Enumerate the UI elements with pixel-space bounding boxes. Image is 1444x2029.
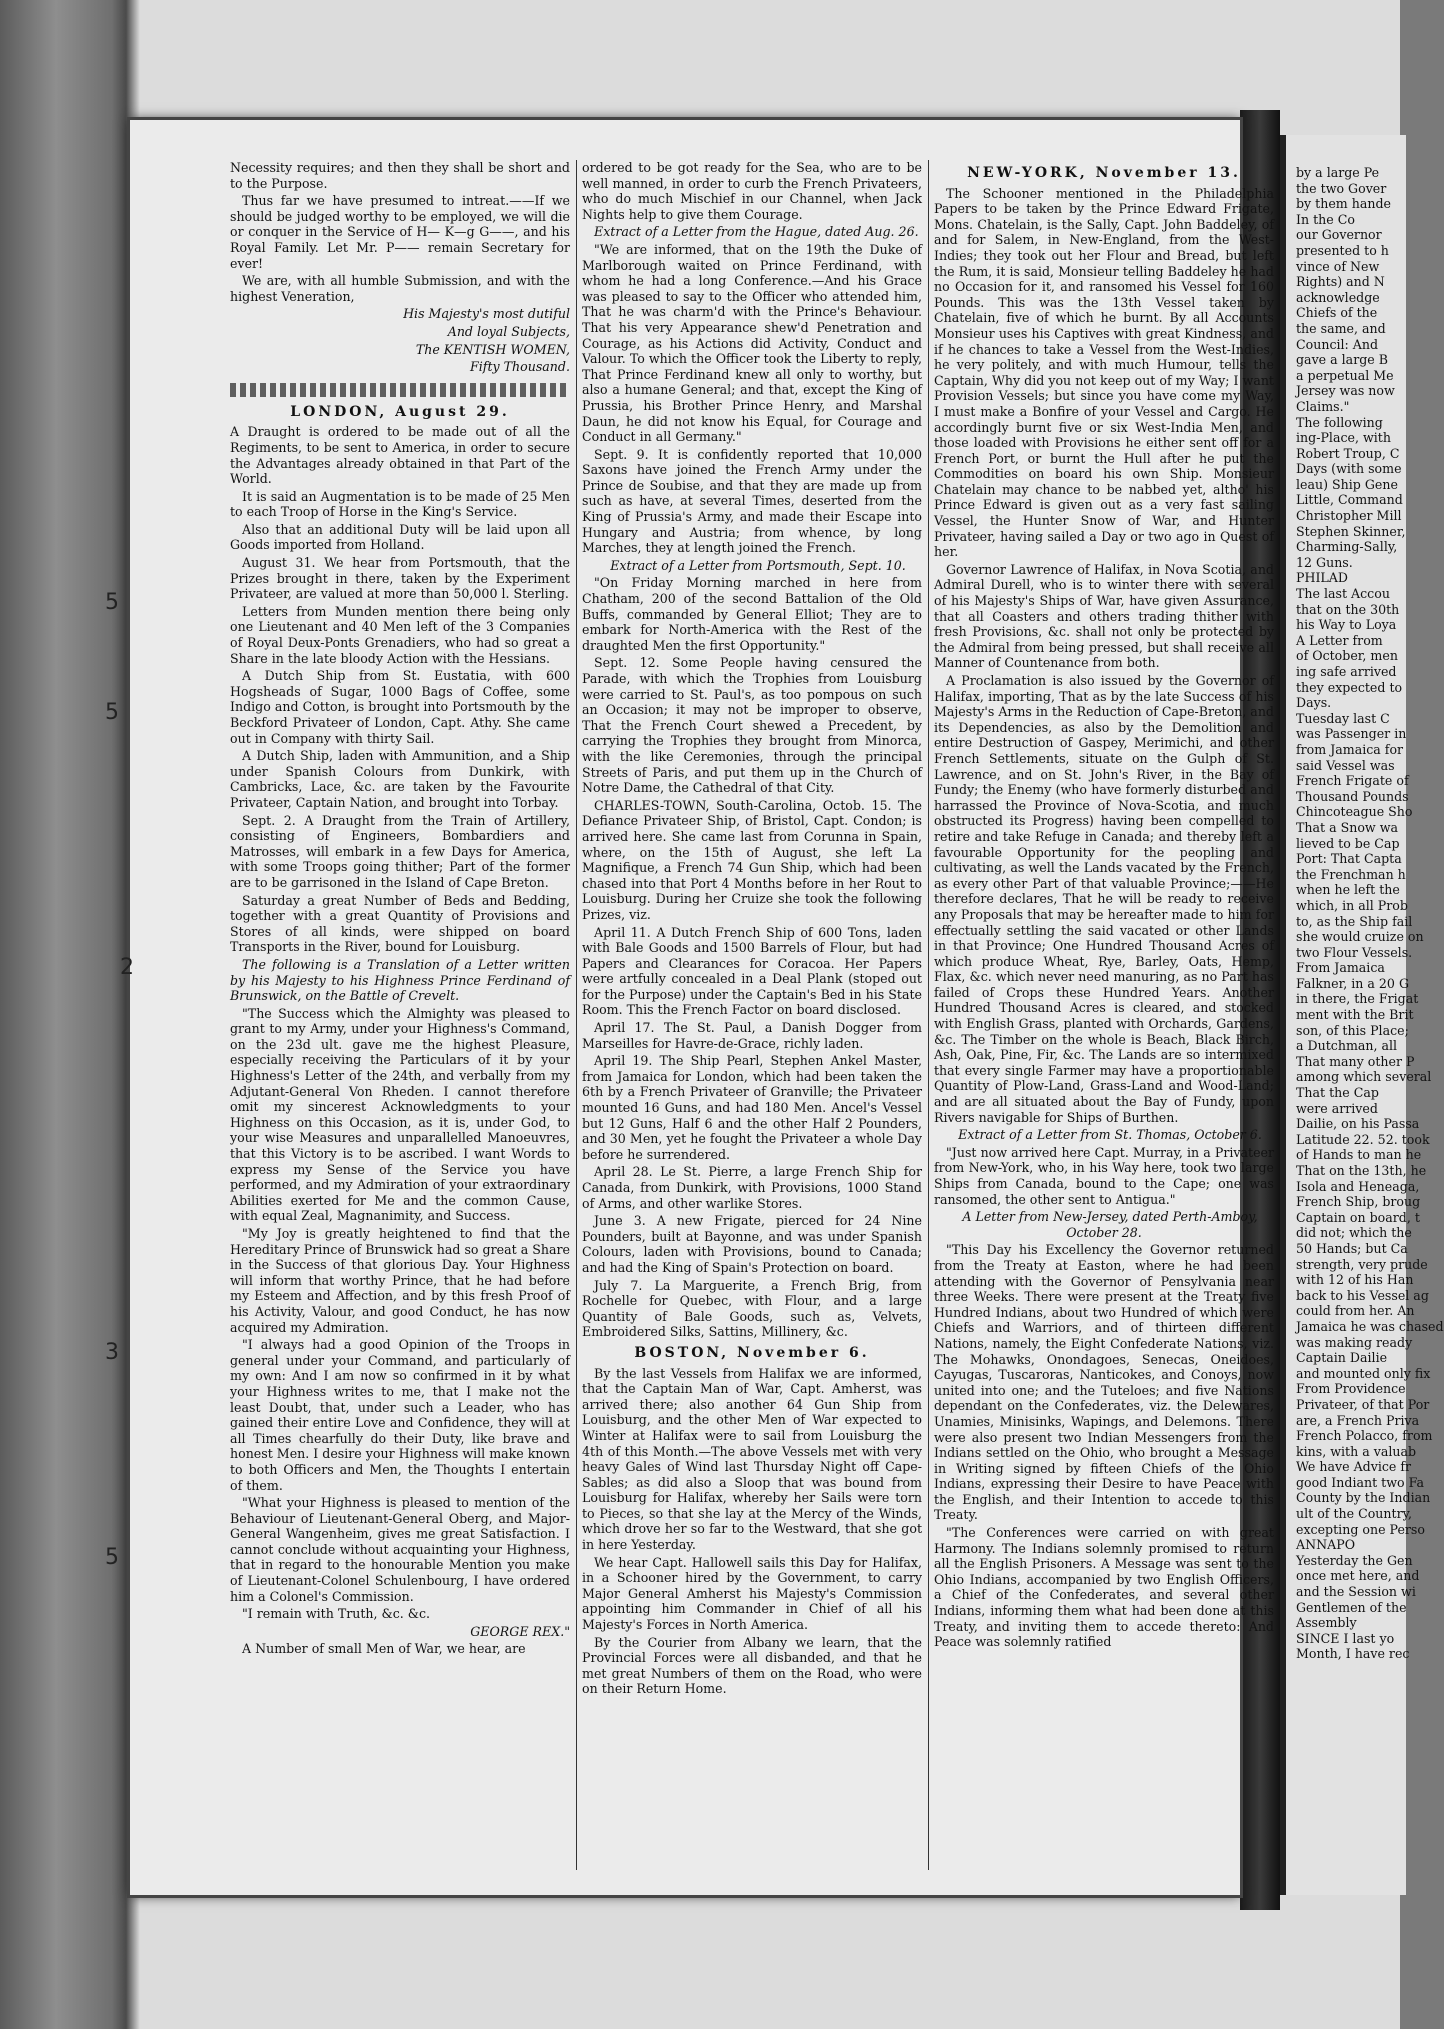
facing-page-line: ANNAPO: [1296, 1537, 1356, 1553]
paragraph: It is said an Augmentation is to be made of 25 Men to each Troop of Horse in the King's Service.: [230, 488, 570, 520]
facing-page-line: of October, men: [1296, 648, 1398, 664]
facing-page-line: was Passenger in: [1296, 726, 1407, 742]
closing-line: And loyal Subjects,: [447, 323, 570, 339]
paragraph: Thus far we have presumed to intreat.——If we should be judged worthy to be employed, we will die or conquer in the Service of H— K—g G——, and his Royal Family. Let Mr. P—— remain Secretary for ever!: [230, 193, 570, 271]
facing-page-line: In the Co: [1296, 211, 1355, 227]
paragraph: Extract of a Letter from St. Thomas, October 6.: [958, 1127, 1262, 1143]
facing-page-line: The following: [1296, 414, 1383, 430]
facing-page-line: she would cruize on: [1296, 929, 1424, 945]
paragraph: April 19. The Ship Pearl, Stephen Ankel Master, from Jamaica for London, which had been taken the 6th by a French Privateer of Granville; the Privateer mounted 16 Guns, and had 180 Men. Ancel's Vessel but 12 Guns, Half 6 and the other Half 2 Pounders, and 30 Men, yet he fought the Privateer a whole Day before he surrendered.: [582, 1053, 922, 1162]
facing-page-line: the two Gover: [1296, 180, 1387, 196]
paragraph: Sept. 12. Some People having censured the Parade, with which the Trophies from Louisburg were carried to St. Paul's, as too pompous on such an Occasion; it may not be improper to observe, That the French Court shewed a Precedent, by carrying the Trophies they brought from Minorca, with the like Ceremonies, through the principal Streets of Paris, and put them up in the Church of Notre Dame, the Cathedral of that City.: [582, 655, 922, 796]
facing-page-line: ment with the Brit: [1296, 1007, 1414, 1023]
facing-page-line: Assembly: [1296, 1615, 1357, 1631]
facing-page-line: back to his Vessel ag: [1296, 1287, 1429, 1303]
paragraph: ordered to be got ready for the Sea, who are to be well manned, in order to curb the French Privateers, who do much Mischief in our Channel, when Jack Nights help to give them Courage.: [582, 160, 922, 222]
boston-heading: BOSTON, November 6.: [634, 1344, 870, 1361]
closing-line: The KENTISH WOMEN,: [415, 341, 570, 357]
column-rule: [576, 160, 577, 1870]
facing-page-line: the same, and: [1296, 320, 1386, 336]
facing-page-line: That many other P: [1296, 1053, 1415, 1069]
paragraph: "Just now arrived here Capt. Murray, in a Privateer from New-York, who, in his Way here, took two large Ships from Canada, bound to the Cape; one was ransomed, the other sent to Antigua.": [934, 1144, 1274, 1207]
facing-page-line: and the Session wi: [1296, 1584, 1416, 1600]
facing-page-line: Captain on board, t: [1296, 1209, 1420, 1225]
paragraph: "We are informed, that on the 19th the Duke of Marlborough waited on Prince Ferdinand, with whom he had a long Conference.—And his Grace was pleased to say to the Officer who attended him, That he was charm'd with the Prince's Behaviour. That his very Appearance shew'd Penetration and Courage, as his Actions did Activity, Conduct and Valour. To which the Officer took the Liberty to reply, That Prince Ferdinand knew all only to worthy, but also a humane General; and that, except the King of Prussia, his Brother Prince Henry, and Marshal Daun, he did not know his Equal, for Courage and Conduct in all Germany.": [582, 241, 922, 445]
facing-page-line: of Hands to man he: [1296, 1147, 1422, 1163]
paragraph: CHARLES-TOWN, South-Carolina, Octob. 15. The Defiance Privateer Ship, of Bristol, Capt. Condon; is arrived here. She came last from Corunna in Spain, where, on the 15th of August, she left La Magnifique, a French 74 Gun Ship, which had been chased into that Port 4 Months before in her Rout to Louisburg. During her Cruize she took the following Prizes, viz.: [582, 797, 922, 922]
facing-page-line: when he left the: [1296, 882, 1400, 898]
margin-number: 3: [105, 1340, 119, 1365]
facing-page-line: a Dutchman, all: [1296, 1038, 1398, 1054]
facing-page-line: From Providence: [1296, 1381, 1406, 1397]
paragraph: "The Success which the Almighty was pleased to grant to my Army, under your Highness's Command, on the 23d ult. gave me the highest Pleasure, especially receiving the Particulars of it by your Highness's Letter of the 24th, and verbally from my Adjutant-General Von Rheden. I cannot therefore omit my sincerest Acknowledgments to your Highness on this Occasion, as it is, under God, to your wise Measures and unparallelled Manoeuvres, that this Victory is to be ascribed. I want Words to express my Sense of the Service you have performed, and my Admiration of your extraordinary Abilities exerted for Me and the common Cause, with equal Zeal, Magnanimity, and Success.: [230, 1005, 570, 1224]
facing-page-line: ing-Place, with: [1296, 430, 1391, 446]
facing-page-line: two Flour Vessels.: [1296, 944, 1413, 960]
paragraph: Sept. 2. A Draught from the Train of Artillery, consisting of Engineers, Bombardiers and Matrosses, will embark in a few Days for America, with some Troops going thither; Part of the former are to be garrisoned in the Island of Cape Breton.: [230, 812, 570, 890]
closing-line: Fifty Thousand.: [470, 359, 570, 375]
facing-page-line: gave a large B: [1296, 352, 1388, 368]
opening-line: Necessity requires; and then they shall be short and to the Purpose.: [230, 160, 570, 191]
margin-number: 5: [105, 590, 119, 615]
facing-page-line: Tuesday last C: [1296, 710, 1390, 726]
facing-page-line: Charming-Sally,: [1296, 539, 1398, 555]
facing-page-line: once met here, and: [1296, 1568, 1420, 1584]
column-rule: [928, 160, 929, 1870]
facing-page-line: Stephen Skinner,: [1296, 523, 1406, 539]
facing-page-line: by them hande: [1296, 196, 1391, 212]
facing-page-line: Port: That Capta: [1296, 851, 1402, 867]
facing-page-line: which, in all Prob: [1296, 897, 1408, 913]
paragraph: "The Conferences were carried on with great Harmony. The Indians solemnly promised to return all the English Prisoners. A Message was sent to the Ohio Indians, accompanied by two English Officers, a Chief of the Confederates, and several other Indians, informing them what had been done at this Treaty, and inviting them to accede thereto: And Peace was solemnly ratified: [934, 1525, 1274, 1650]
paragraph: "I remain with Truth, &c. &c.: [242, 1606, 431, 1622]
facing-page-line: Chincoteague Sho: [1296, 804, 1413, 820]
facing-page-line: they expected to: [1296, 679, 1403, 695]
facing-page-line: From Jamaica: [1296, 960, 1385, 976]
paragraph: Extract of a Letter from Portsmouth, Sept. 10.: [610, 557, 906, 573]
facing-page-line: The last Accou: [1296, 586, 1390, 602]
facing-page-line: Gentlemen of the: [1296, 1599, 1407, 1615]
signature: GEORGE REX.": [470, 1623, 570, 1639]
closing-line: His Majesty's most dutiful: [403, 306, 570, 322]
facing-page-line: Claims.": [1296, 398, 1350, 414]
facing-page-line: presented to h: [1296, 242, 1389, 258]
london-heading: LONDON, August 29.: [290, 403, 510, 420]
column-3: [934, 160, 1274, 1880]
facing-page-line: the Frenchman h: [1296, 866, 1406, 882]
paragraph: A Letter from New-Jersey, dated Perth-Amboy, October 28.: [962, 1209, 1258, 1240]
paragraph: A Number of small Men of War, we hear, are: [242, 1641, 526, 1657]
facing-page-line: said Vessel was: [1296, 757, 1395, 773]
facing-page-line: Latitude 22. 52. took: [1296, 1131, 1430, 1147]
paragraph: "On Friday Morning marched in here from Chatham, 200 of the second Battalion of the Old Buffs, commanded by General Elliot; They are to embark for North-America with the Rest of the draughted Men the first Opportunity.": [582, 575, 922, 653]
facing-page-line: SINCE I last yo: [1296, 1630, 1395, 1646]
paragraph: Saturday a great Number of Beds and Bedding, together with a great Quantity of Provisions and Stores of all kinds, were shipped on board Transports in the River, bound for Louisburg.: [230, 892, 570, 955]
facing-page-line: ing safe arrived: [1296, 664, 1397, 679]
facing-page-line: That a Snow wa: [1296, 819, 1398, 835]
facing-page-line: That on the 13th, he: [1296, 1163, 1427, 1178]
facing-page-line: French Ship, broug: [1296, 1194, 1421, 1210]
facing-page-line: could from her. An: [1296, 1303, 1415, 1319]
facing-page-line: kins, with a valuab: [1296, 1443, 1417, 1459]
facing-page-line: Jersey was now: [1296, 383, 1395, 399]
paragraph: "This Day his Excellency the Governor returned from the Treaty at Easton, where he had been attending with the Governor of Pensylvania near three Weeks. There were present at the Treaty five Hundred Indians, about two Hundred of which were Chiefs and Warriors, and of thirteen different Nations, namely, the Eight Confederate Nations, viz. The Mohawks, Onondagoes, Senecas, Oneidoes, Cayugas, Tuscaroras, Nanticokes, and Conoys, now united into one; and the Tuteloes; and five Nations dependant on the Confederates, viz. the Delewares, Unamies, Minisinks, Wapings, and Delemons. There were also present two Indian Messengers from the Indians settled on the Ohio, who brought a Message in Writing signed by fifteen Chiefs of the Ohio Indians, expressing their Desire to have Peace with the English, and their Intention to accede to this Treaty.: [934, 1242, 1274, 1523]
facing-page-line: lieved to be Cap: [1296, 835, 1400, 851]
paragraph: We hear Capt. Hallowell sails this Day for Halifax, in a Schooner hired by the Government, to carry Major General Amherst his Majesty's Commission appointing him Commander in Chief of all his Majesty's Forces in North America.: [582, 1554, 922, 1633]
facing-page-line: Dailie, on his Passa: [1296, 1116, 1420, 1132]
facing-page-line: We have Advice fr: [1296, 1459, 1412, 1475]
facing-page-line: Robert Troup, C: [1296, 445, 1400, 461]
margin-number: 5: [105, 1545, 119, 1570]
paragraph: A Proclamation is also issued by the Governor of Halifax, importing, That as by the late Success of his Majesty's Arms in the Reduction of Cape-Breton, and its Dependencies, as also by the Demolition and entire Destruction of Gaspey, Merimichi, and other French Settlements, situate on the Gulph of St. Lawrence, and on St. John's River, in the Bay of Fundy; the Enemy (who have formerly disturbed and harrassed the Province of Nova-Scotia, and much obstructed its Progress) having been compelled to retire and take Refuge in Canada; and thereby left a favourable Opportunity for the peopling and cultivating, as well the Lands vacated by the French, as every other Part of that valuable Province;——He therefore declares, That he will be ready to receive any Proposals that may be hereafter made to him for effectually settling the said vacated or other Lands in that Province; One Hundred Thousand Acres of which produce Wheat, Rye, Barley, Oats, Hemp, Flax, &c. which never need manuring, as no Part has failed of Crops these Hundred Years. Another Hundred Thousand Acres is cleared, and stocked with English Grass, planted with Orchards, Gardens, &c. The Timber on the whole is Beach, Black Birch, Ash, Oak, Pine, Fir, &c. The Lands are so intermixed that every single Farmer may have a proportionable Quantity of Plow-Land, Grass-Land and Wood-Land; and are all situated about the Bay of Fundy, upon Rivers navigable for Ships of Burthen.: [934, 673, 1274, 1125]
facing-page-line: acknowledge: [1296, 289, 1380, 305]
facing-page-line: 12 Guns.: [1296, 554, 1353, 570]
facing-page-line: Privateer, of that Por: [1296, 1396, 1430, 1412]
paragraph: Sept. 9. It is confidently reported that 10,000 Saxons have joined the French Army under the Prince de Soubise, and that they are made up from such as have, at several Times, deserted from the King of Prussia's Army, and made their Escape into Hungary and Austria; from whence, by long Marches, they at length joined the French.: [582, 446, 922, 556]
facing-page-line: his Way to Loya: [1296, 617, 1397, 633]
facing-page-line: in there, the Frigat: [1296, 991, 1419, 1007]
facing-page-line: leau) Ship Gene: [1296, 476, 1398, 492]
facing-page-line: Christopher Mill: [1296, 508, 1402, 524]
facing-page-line: Council: And: [1296, 336, 1379, 352]
facing-page-line: Yesterday the Gen: [1296, 1552, 1413, 1568]
facing-page-text: [1296, 165, 1444, 1662]
paragraph: July 7. La Marguerite, a French Brig, from Rochelle for Quebec, with Flour, and a large Quantity of Bale Goods, such as, Velvets, Embroidered Silks, Sattins, Millinery, &c.: [582, 1277, 922, 1340]
facing-page-line: 50 Hands; but Ca: [1296, 1240, 1408, 1256]
facing-page-line: Thousand Pounds: [1296, 788, 1409, 804]
facing-page-line: French Frigate of: [1296, 773, 1409, 789]
paragraph: By the last Vessels from Halifax we are informed, that the Captain Man of War, Capt. Amherst, was arrived there; also another 64 Gun Ship from Louisburg, and the other Men of War expected to Winter at Halifax were to sail from Louisburg the 4th of this Month.—The above Vessels met with very heavy Gales of Wind last Thursday Night off Cape-Sables; as did also a Sloop that was bound from Louisburg for Halifax, whereby her Sails were torn to Pieces, so that she lay at the Mercy of the Winds, which drove her so far to the Westward, that she got in here Yesterday.: [582, 1365, 922, 1553]
facing-page-line: vince of New: [1296, 258, 1380, 274]
facing-page-line: from Jamaica for: [1296, 741, 1404, 757]
facing-page-line: Chiefs of the: [1296, 305, 1378, 321]
new-york-heading: NEW-YORK, November 13.: [967, 165, 1241, 181]
paragraph: April 17. The St. Paul, a Danish Dogger from Marseilles for Havre-de-Grace, richly laden.: [582, 1020, 922, 1051]
column-2: [582, 160, 922, 1880]
facing-page-line: by a large Pe: [1296, 165, 1380, 180]
facing-page-line: our Governor: [1296, 227, 1382, 243]
newspaper-page: [130, 120, 1274, 1895]
facing-page-line: ult of the Country,: [1296, 1506, 1413, 1522]
facing-page-line: that on the 30th: [1296, 601, 1400, 617]
paragraph: Letters from Munden mention there being only one Lieutenant and 40 Men left of the 3 Companies of Royal Deux-Ponts Grenadiers, who had so great a Share in the late bloody Action with the Hessians.: [230, 603, 570, 666]
paragraph: A Dutch Ship from St. Eustatia, with 600 Hogsheads of Sugar, 1000 Bags of Coffee, some Indigo and Cotton, is brought into Portsmouth by the Beckford Privateer of London, Capt. Athy. She came out in Company with thirty Sail.: [230, 668, 570, 746]
facing-page-fragment: [1280, 135, 1444, 1895]
facing-page-line: Isola and Heneaga,: [1296, 1178, 1420, 1194]
column-1: [230, 160, 570, 1880]
facing-page-line: French Polacco, from: [1296, 1428, 1433, 1444]
paragraph: The following is a Translation of a Letter written by his Majesty to his Highness Prince Ferdinand of Brunswick, on the Battle of Crevelt.: [230, 956, 570, 1004]
facing-page-line: good Indiant two Fa: [1296, 1474, 1424, 1490]
facing-page-line: and mounted only fix: [1296, 1365, 1431, 1381]
facing-page-line: Falkner, in a 20 G: [1296, 975, 1409, 991]
paragraph: June 3. A new Frigate, pierced for 24 Nine Pounders, built at Bayonne, and was under Spanish Colours, laden with Provisions, bound to Canada; and had the King of Spain's Protection on board.: [582, 1213, 922, 1275]
paragraph: April 28. Le St. Pierre, a large French Ship for Canada, from Dunkirk, with Provisions, 1000 Stand of Arms, and other warlike Stores.: [582, 1164, 922, 1211]
margin-number: 5: [105, 700, 119, 725]
paragraph: "I always had a good Opinion of the Troops in general under your Command, and particularly of my own: And I am now so confirmed in it by what your Highness writes to me, that I make not the least Doubt, that, under such a Leader, who has gained their entire Love and Confidence, they will at all Times chearfully do their Duty, like brave and honest Men. I desire your Highness will make known to both Officers and Men, the Thoughts I entertain of them.: [230, 1337, 570, 1493]
facing-page-line: a perpetual Me: [1296, 367, 1394, 383]
facing-page-line: Captain Dailie: [1296, 1350, 1388, 1366]
facing-page-line: Days (with some: [1296, 461, 1402, 477]
facing-page-line: strength, very prude: [1296, 1256, 1428, 1272]
facing-page-line: to, as the Ship fail: [1296, 913, 1413, 929]
facing-page-line: Days.: [1296, 695, 1332, 711]
ornament-divider: [230, 383, 570, 397]
facing-page-line: Little, Command: [1296, 492, 1403, 508]
paragraph: Governor Lawrence of Halifax, in Nova Scotia, and Admiral Durell, who is to winter there with several of his Majesty's Ships of War, have given Assurance, that all Coasters and others trading thither with fresh Provisions, &c. shall not only be protected by the Admiral from being pressed, but shall receive all Manner of Countenance from both.: [934, 561, 1274, 671]
facing-page-line: was making ready: [1296, 1334, 1413, 1350]
paragraph: August 31. We hear from Portsmouth, that the Prizes brought in there, taken by the Experiment Privateer, are valued at more than 50,000 l. Sterling.: [230, 555, 570, 602]
facing-page-line: That the Cap: [1296, 1085, 1379, 1101]
paragraph: The Schooner mentioned in the Philadelphia Papers to be taken by the Prince Edward Frigate, Mons. Chatelain, is the Sally, Capt. John Baddeley, of and for Salem, in New-England, from the West-Indies; they took out her Flour and Bread, but left the Rum, it is said, Monsieur telling Baddeley he had no Occasion for it, and ransomed his Vessel for 160 Pounds. This was the 13th Vessel taken by Chatelain, five of which he burnt. By all Accounts Monsieur uses his Captives with great Kindness, and if he chances to take a Vessel from the West-Indies, he very politely, and with much Humour, tells the Captain, Why did you not keep out of my Way; I want Provision Vessels; but since you have come my Way, I must make a Bonfire of your Vessel and Cargo. He accordingly burnt five or six West-India Men, and those loaded with Provisions he either sent off for a French Port, or burnt the Hull after he put the Commodities on board his own Ship. Monsieur Chatelain may chance to be nabbed yet, altho' his Prince Edward is given out as a very fast sailing Vessel, the Hunter Snow of War, and Hunter Privateer, having sailed a Day or two ago in Quest of her.: [934, 185, 1274, 560]
facing-page-line: PHILAD: [1296, 570, 1348, 586]
paragraph: By the Courier from Albany we learn, that the Provincial Forces were all disbanded, and that he met great Numbers of them on the Road, who were on their Return Home.: [582, 1634, 922, 1697]
paragraph: A Dutch Ship, laden with Ammunition, and a Ship under Spanish Colours from Dunkirk, with Cambricks, Lace, &c. are taken by the Favourite Privateer, Captain Nation, and brought into Torbay.: [230, 748, 570, 810]
facing-page-line: Rights) and N: [1296, 274, 1385, 290]
paragraph: Extract of a Letter from the Hague, dated Aug. 26.: [594, 224, 919, 240]
facing-page-line: A Letter from: [1296, 632, 1383, 648]
facing-page-line: among which several: [1296, 1069, 1432, 1085]
facing-page-line: County by the Indian: [1296, 1490, 1431, 1506]
facing-page-line: are, a French Priva: [1296, 1412, 1420, 1428]
facing-page-line: Jamaica he was chased: [1296, 1318, 1444, 1334]
margin-number: 2: [120, 955, 134, 980]
paragraph: April 11. A Dutch French Ship of 600 Tons, laden with Bale Goods and 1500 Barrels of Flour, but had Papers and Clearances for Coracoa. Her Papers were artfully concealed in a Deal Plank (stoped out for the Purpose) under the Captain's Bed in his State Room. This the French Factor on board disclosed.: [582, 924, 922, 1018]
paragraph: "My Joy is greatly heightened to find that the Hereditary Prince of Brunswick had so great a Share in the Success of that glorious Day. Your Highness will inform that worthy Prince, that he had before my Esteem and Affection, and by this fresh Proof of his Activity, Valour, and good Conduct, he has now acquired my Admiration.: [230, 1226, 570, 1335]
paragraph: We are, with all humble Submission, and with the highest Veneration,: [230, 273, 570, 304]
facing-page-line: excepting one Perso: [1296, 1521, 1425, 1537]
paragraph: Also that an additional Duty will be laid upon all Goods imported from Holland.: [230, 521, 570, 553]
paragraph: A Draught is ordered to be made out of all the Regiments, to be sent to America, in order to secure the Advantages already obtained in that Part of the World.: [230, 424, 570, 487]
facing-page-line: son, of this Place;: [1296, 1022, 1409, 1038]
facing-page-line: were arrived: [1296, 1100, 1378, 1116]
facing-page-line: Month, I have rec: [1296, 1646, 1410, 1662]
paragraph: "What your Highness is pleased to mention of the Behaviour of Lieutenant-General Oberg, and Major-General Wangenheim, gives me great Satisfaction. I cannot conclude without acquainting your Highness, that in regard to the honourable Mention you make of Lieutenant-Colonel Schulenbourg, I have ordered him a Colonel's Commission.: [230, 1495, 570, 1604]
facing-page-line: with 12 of his Han: [1296, 1272, 1414, 1288]
facing-page-line: did not; which the: [1296, 1225, 1412, 1241]
